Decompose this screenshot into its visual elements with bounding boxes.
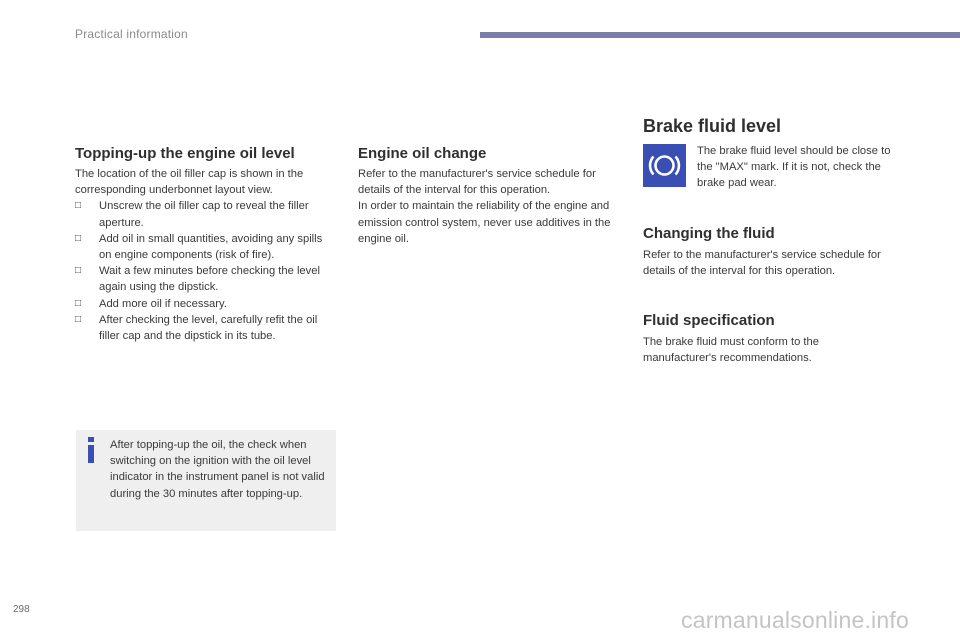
topping-up-body [75, 166, 337, 344]
fluid-spec-body: The brake fluid must conform to the manufacturer's recommendations. [643, 336, 819, 365]
brake-fluid-body: The brake fluid level should be close to the "MAX" mark. If it is not, check the brake pad wear. [697, 145, 891, 190]
watermark-link[interactable]: carmanualsonline.info [681, 607, 909, 633]
oil-change-body [358, 166, 616, 247]
changing-fluid-heading: Changing the fluid [643, 225, 775, 242]
changing-fluid-body: Refer to the manufacturer's service schedule for details of the interval for this operation. [643, 249, 881, 278]
oil-change-para-1: Refer to the manufacturer's service schedule for details of the interval for this operation. [358, 168, 596, 197]
step-item: □ After checking the level, carefully refit the oil filler cap and the dipstick in its tube. [75, 313, 318, 343]
bullet-icon: □ [75, 200, 82, 212]
bullet-icon: □ [75, 313, 82, 325]
brake-warning-icon [643, 144, 686, 187]
step-item: □ Add more oil if necessary. [75, 296, 337, 312]
bullet-icon: □ [75, 265, 82, 277]
step-item: □ Unscrew the oil filler cap to reveal the filler aperture. [75, 200, 309, 229]
page-number: 298 [13, 604, 30, 615]
oil-change-heading: Engine oil change [358, 145, 487, 162]
header-accent-bar [480, 32, 960, 38]
oil-change-para-2: In order to maintain the reliability of the engine and emission control system, never use additives in the engine oil. [358, 200, 611, 245]
section-header: Practical information [75, 27, 188, 41]
info-icon [86, 437, 96, 463]
topping-up-intro: The location of the oil filler cap is shown in the corresponding underbonnet layout view. [75, 168, 304, 197]
bullet-icon: □ [75, 297, 82, 309]
bullet-icon: □ [75, 232, 82, 244]
step-item: □ Wait a few minutes before checking the level again using the dipstick. [75, 265, 320, 294]
topping-up-heading: Topping-up the engine oil level [75, 145, 295, 162]
info-note-text: After topping-up the oil, the check when switching on the ignition with the oil level indicator in the instrument panel is not valid during the 30 minutes after topping-up. [110, 439, 325, 500]
step-item: □ Add oil in small quantities, avoiding any spills on engine components (risk of fire). [75, 232, 323, 262]
topping-up-steps [75, 198, 337, 344]
fluid-spec-heading: Fluid specification [643, 312, 775, 329]
brake-fluid-heading: Brake fluid level [643, 116, 782, 136]
